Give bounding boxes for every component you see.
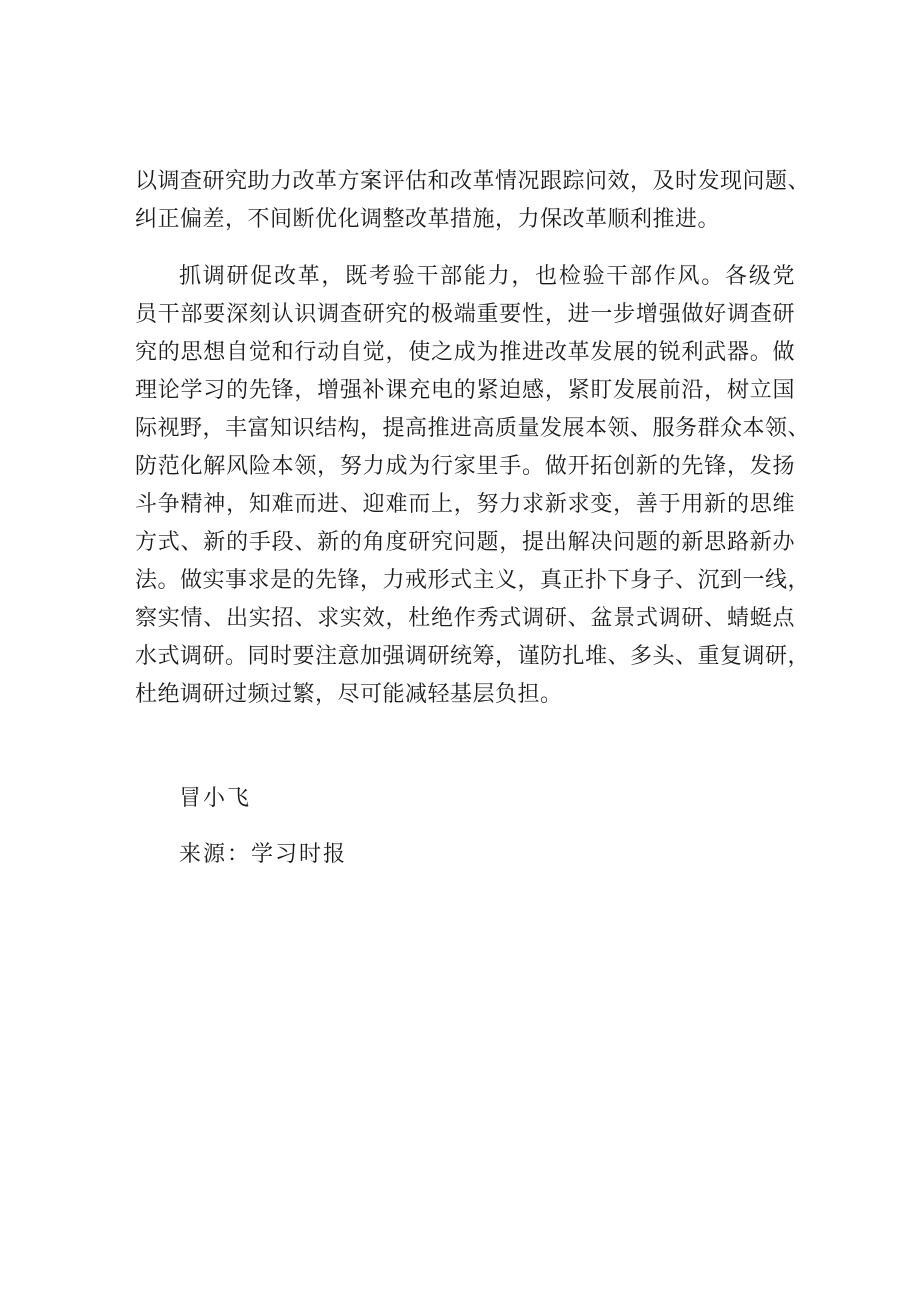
paragraph-line: 法。做实事求是的先锋，力戒形式主义，真正扑下身子、沉到一线，	[135, 568, 811, 593]
source-credit: 来源：学习时报	[179, 842, 348, 867]
paragraph-line: 理论学习的先锋，增强补课充电的紧迫感，紧盯发展前沿，树立国	[135, 378, 795, 403]
paragraph-line: 以调查研究助力改革方案评估和改革情况跟踪问效，及时发现问题、	[135, 169, 811, 194]
paragraph-line: 察实情、出实招、求实效，杜绝作秀式调研、盆景式调研、蜻蜓点	[135, 606, 795, 631]
paragraph-line: 水式调研。同时要注意加强调研统筹，谨防扎堆、多头、重复调研，	[135, 644, 811, 669]
paragraph-line: 纠正偏差，不间断优化调整改革措施，力保改革顺利推进。	[135, 207, 721, 232]
paragraph-1	[135, 163, 811, 239]
paragraph-line: 斗争精神，知难而进、迎难而上，努力求新求变，善于用新的思维	[135, 492, 795, 517]
paragraph-line: 方式、新的手段、新的角度研究问题，提出解决问题的新思路新办	[135, 530, 795, 555]
paragraph-line: 究的思想自觉和行动自觉，使之成为推进改革发展的锐利武器。做	[135, 340, 795, 365]
paragraph-line: 杜绝调研过频过繁，尽可能减轻基层负担。	[135, 682, 563, 707]
paragraph-2	[135, 258, 811, 714]
paragraph-line: 防范化解风险本领，努力成为行家里手。做开拓创新的先锋，发扬	[135, 454, 795, 479]
author-name: 冒小飞	[179, 786, 252, 811]
paragraph-line: 员干部要深刻认识调查研究的极端重要性，进一步增强做好调查研	[135, 302, 795, 327]
paragraph-line: 际视野，丰富知识结构，提高推进高质量发展本领、服务群众本领、	[135, 416, 811, 441]
paragraph-line: 抓调研促改革，既考验干部能力，也检验干部作风。各级党	[179, 264, 795, 289]
